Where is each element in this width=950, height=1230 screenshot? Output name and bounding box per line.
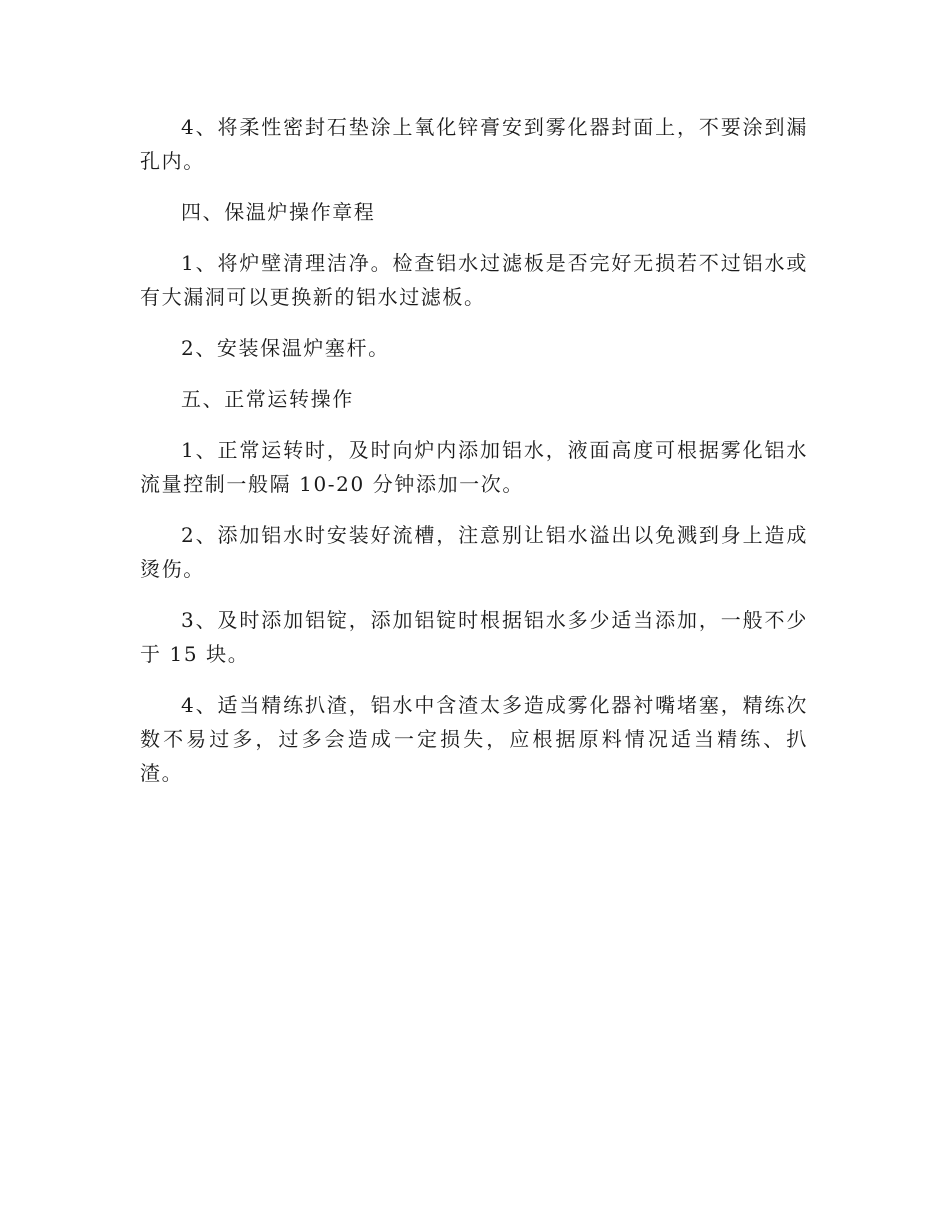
paragraph-step-1-clean-furnace: 1、将炉壁清理洁净。检查铝水过滤板是否完好无损若不过铝水或有大漏洞可以更换新的铝水过滤板。 bbox=[140, 251, 808, 309]
paragraph-step-3-ingots: 3、及时添加铝锭，添加铝锭时根据铝水多少适当添加，一般不少于 15 块。 bbox=[140, 608, 808, 666]
paragraph-step-1-add-aluminum: 1、正常运转时，及时向炉内添加铝水，液面高度可根据雾化铝水流量控制一般隔 10-20 分钟添加一次。 bbox=[140, 438, 808, 496]
document-body bbox=[140, 110, 808, 807]
paragraph-step-2-install-stopper: 2、安装保温炉塞杆。 bbox=[181, 336, 390, 360]
section-heading-normal-operation: 五、正常运转操作 bbox=[181, 387, 354, 411]
section-heading-holding-furnace: 四、保温炉操作章程 bbox=[181, 200, 376, 224]
paragraph-step-4-refining: 4、适当精练扒渣，铝水中含渣太多造成雾化器衬嘴堵塞，精练次数不易过多，过多会造成一定损失，应根据原料情况适当精练、扒渣。 bbox=[140, 693, 808, 785]
paragraph-step-4-seal-gasket: 4、将柔性密封石垫涂上氧化锌膏安到雾化器封面上，不要涂到漏孔内。 bbox=[140, 115, 808, 173]
paragraph-step-2-launder: 2、添加铝水时安装好流槽，注意别让铝水溢出以免溅到身上造成烫伤。 bbox=[140, 523, 808, 581]
